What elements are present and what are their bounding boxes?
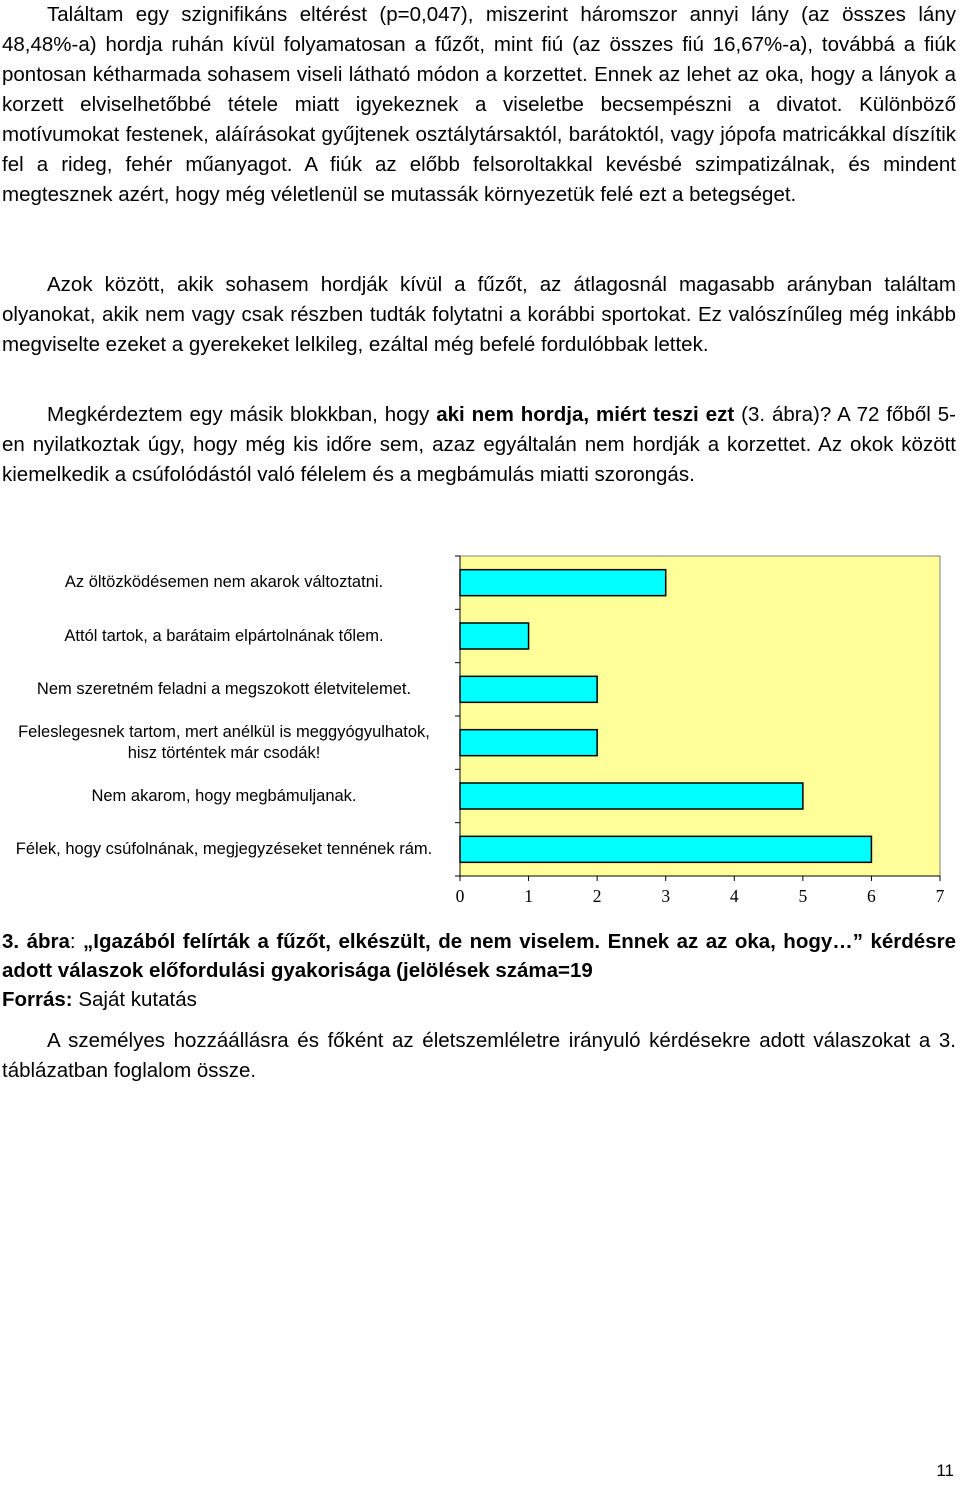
x-tick-label: 4 bbox=[729, 886, 739, 906]
caption-title: „Igazából felírták a fűzőt, elkészült, de nem viselem. Ennek az az oka, hogy…” kérdésre adott válaszok előfordulási gyakorisága (jelölések száma=19 bbox=[2, 930, 956, 982]
paragraph-3-text-b: (3. ábra)? A 72 főből 5-en nyilatkoztak úgy, hogy még kis időre sem, azaz egyáltalán nem hordják a korzettet. Az okok között kiemelkedik a csúfolódástól való félelem és a megbámulás miatti szorongás. bbox=[2, 403, 956, 486]
bar bbox=[460, 570, 666, 596]
category-label: Félek, hogy csúfolnának, megjegyzéseket tennének rám. bbox=[15, 839, 433, 858]
paragraph-4 bbox=[2, 1026, 956, 1086]
paragraph-3-bold: aki nem hordja, miért teszi ezt bbox=[436, 403, 735, 426]
paragraph-2-text: Azok között, akik sohasem hordják kívül a fűzőt, az átlagosnál magasabb arányban találtam olyanokat, akik nem vagy csak részben tudták folytatni a korábbi sportokat. Ez valószínűleg még inkább megviselte ezeket a gyerekeket lelkileg, ezáltal még befelé fordulóbbak lettek. bbox=[2, 273, 956, 356]
bar bbox=[460, 730, 597, 756]
x-tick-label: 6 bbox=[867, 886, 876, 906]
paragraph-4-text: A személyes hozzáállásra és főként az életszemléletre irányuló kérdésekre adott válaszokat a 3. táblázatban foglalom össze. bbox=[2, 1029, 956, 1082]
caption-colon: : bbox=[69, 930, 84, 953]
x-tick-label: 2 bbox=[592, 886, 602, 906]
x-tick-label: 7 bbox=[935, 886, 945, 906]
plot-area bbox=[455, 556, 940, 881]
paragraph-1-text: Találtam egy szignifikáns eltérést (p=0,047), miszerint háromszor annyi lány (az összes lány 48,48%-a) hordja ruhán kívül folyamatosan a fűzőt, mint fiú (az összes fiú 16,67%-a), továbbá a fiúk pontosan kétharmada sohasem viseli látható módon a korzettet. Ennek az lehet az oka, hogy a lányok a korzett elviselhetőbbé tétele miatt igyekeznek a viseletbe becsempészni a divatot. Különböző motívumokat festenek, aláírásokat gyűjtenek osztálytársaktól, barátoktól, vagy jópofa matricákkal díszítik fel a rideg, fehér műanyagot. A fiúk az előbb felsoroltakkal kevésbé szimpatizálnak, és mindent megtesznek azért, hogy még véletlenül se mutassák környezetük felé ezt a betegséget. bbox=[2, 3, 956, 206]
x-tick-label: 3 bbox=[661, 886, 671, 906]
x-tick-label: 1 bbox=[524, 886, 533, 906]
figure-caption bbox=[2, 927, 956, 985]
bar bbox=[460, 676, 597, 702]
source-label: Forrás: bbox=[2, 988, 73, 1011]
figure-source bbox=[2, 985, 956, 1014]
category-label: Az öltözködésemen nem akarok változtatni. bbox=[64, 573, 384, 592]
page-number: 11 bbox=[936, 1461, 954, 1480]
x-tick-label: 0 bbox=[455, 886, 465, 906]
plot-background bbox=[460, 556, 940, 876]
caption-label: 3. ábra bbox=[2, 930, 70, 953]
source-text: Saját kutatás bbox=[72, 988, 197, 1011]
category-label: Attól tartok, a barátaim elpártolnának tőlem. bbox=[64, 626, 384, 645]
category-label: Nem szeretném feladni a megszokott életvitelemet. bbox=[36, 679, 412, 698]
bar bbox=[460, 783, 803, 809]
bar bbox=[460, 836, 871, 862]
category-label: Nem akarom, hogy megbámuljanak. bbox=[91, 786, 357, 805]
category-label: Feleslegesnek tartom, mert anélkül is meggyógyulhatok, hisz történtek már csodák! bbox=[18, 722, 430, 762]
x-tick-label: 5 bbox=[798, 886, 808, 906]
bar bbox=[460, 623, 529, 649]
paragraph-3-text-a: Megkérdeztem egy másik blokkban, hogy bbox=[47, 403, 437, 426]
